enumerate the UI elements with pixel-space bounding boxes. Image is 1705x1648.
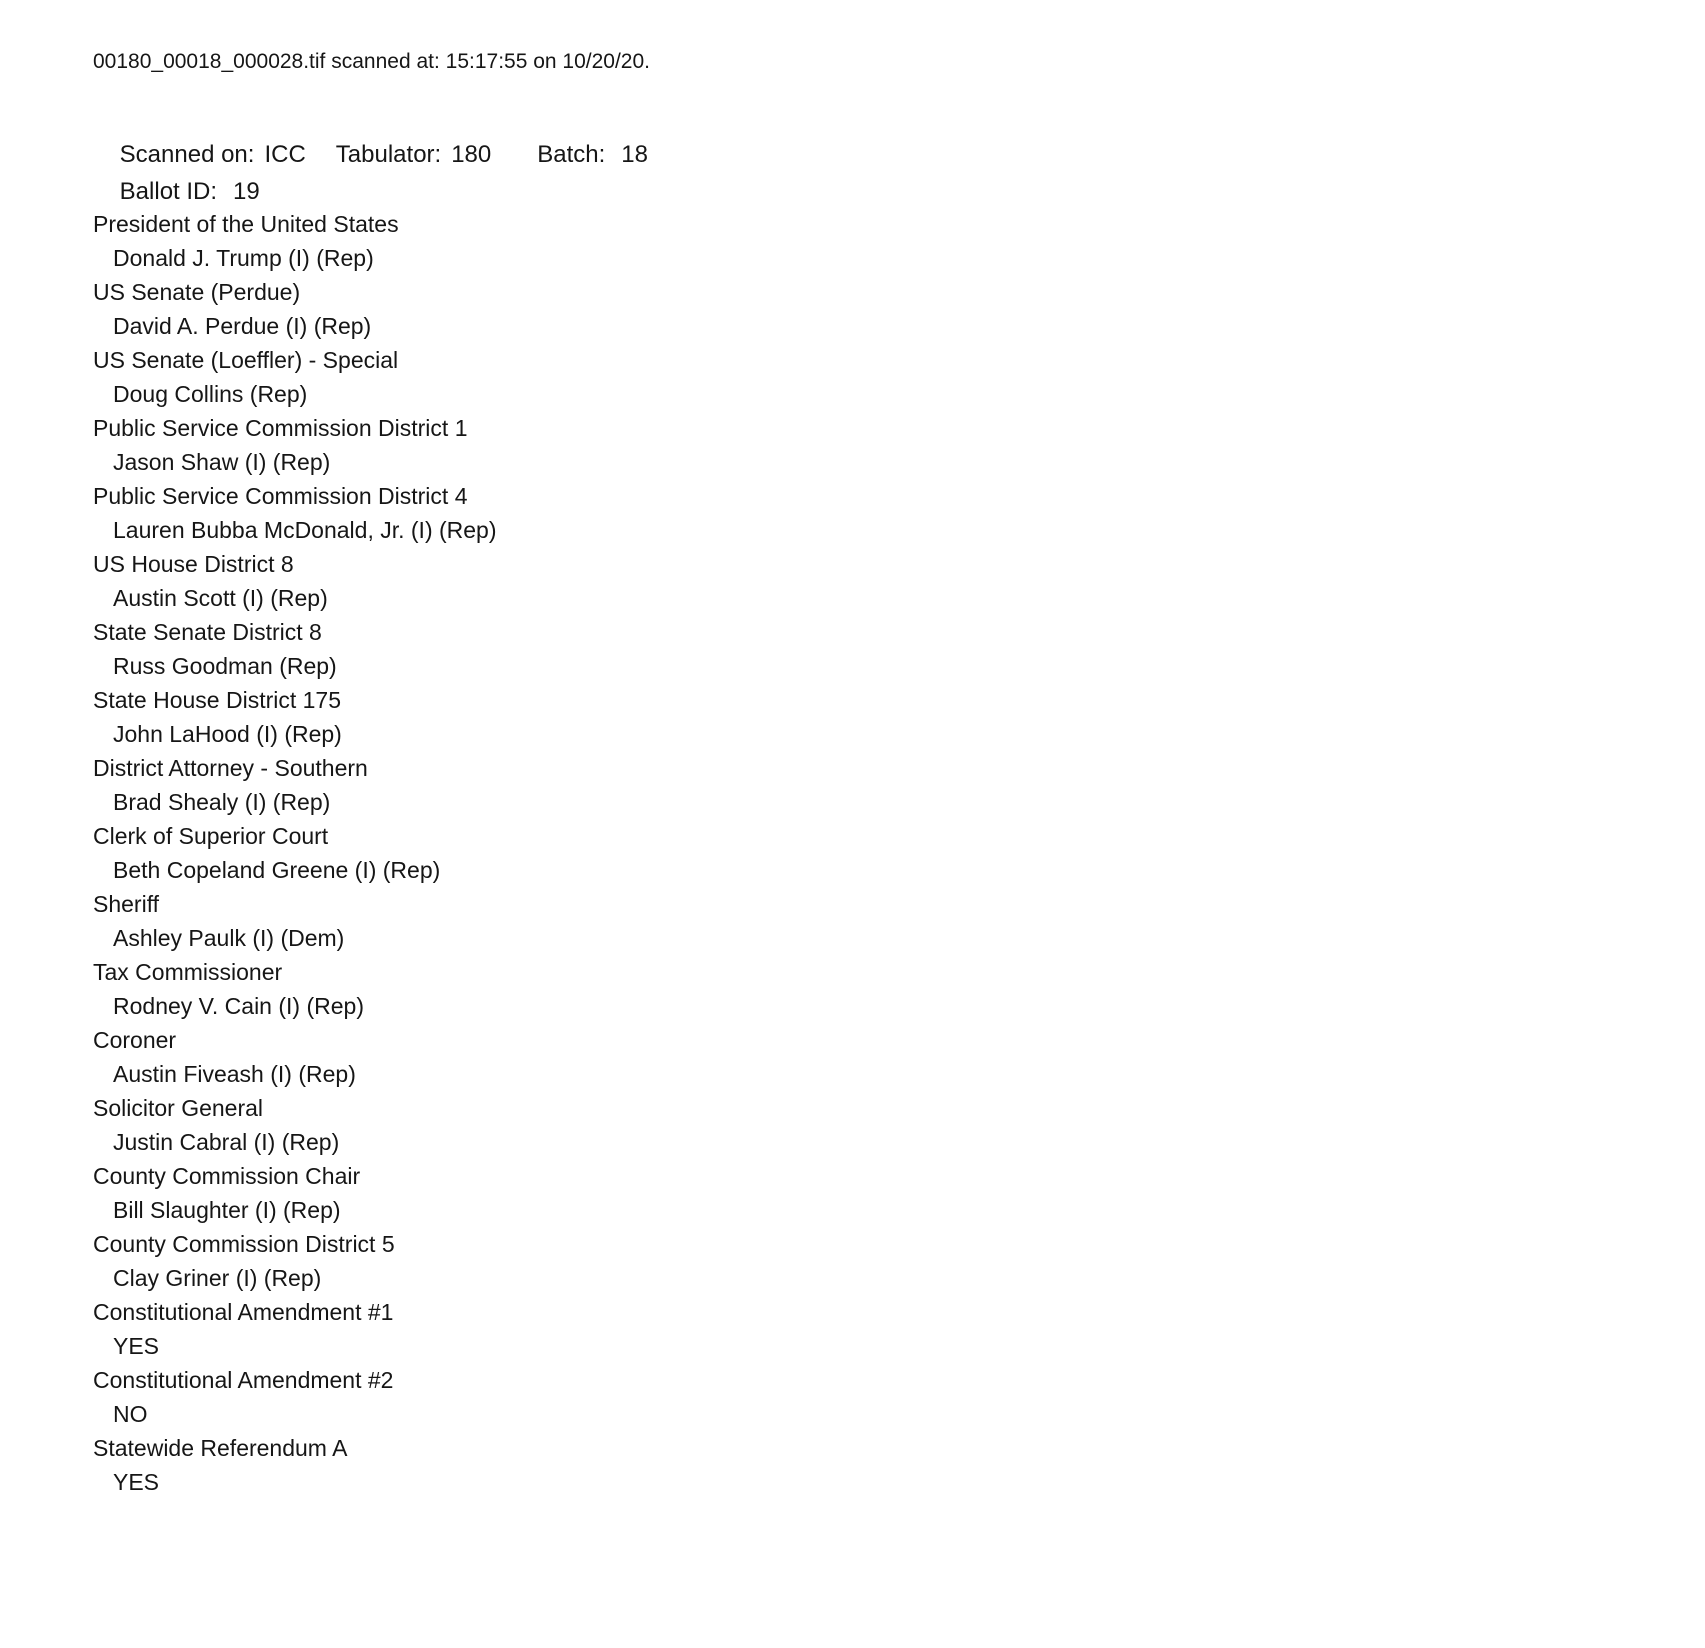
scanned-on-value: ICC	[264, 141, 306, 168]
contest-selection: Beth Copeland Greene (I) (Rep)	[113, 857, 441, 883]
contest-office: President of the United States	[93, 211, 399, 237]
contest-selection: Doug Collins (Rep)	[113, 381, 308, 407]
contest-office: Sheriff	[93, 891, 160, 917]
tabulator-value: 180	[451, 141, 492, 168]
filename-line: 00180_00018_000028.tif scanned at: 15:17:55 on 10/20/20.	[93, 50, 650, 73]
contest-selection: Jason Shaw (I) (Rep)	[113, 449, 331, 475]
contest-selection: YES	[113, 1469, 160, 1495]
ballot-id-value: 19	[233, 178, 260, 205]
contest-selection: Brad Shealy (I) (Rep)	[113, 789, 331, 815]
contest-selection: Russ Goodman (Rep)	[113, 653, 337, 679]
contest-office: State Senate District 8	[93, 619, 322, 645]
contest-selection: Donald J. Trump (I) (Rep)	[113, 245, 374, 271]
contest-office: County Commission Chair	[93, 1163, 361, 1189]
tabulator-label: Tabulator:	[335, 141, 442, 168]
contest-office: State House District 175	[93, 687, 342, 713]
contest-list	[93, 207, 497, 1499]
scanned-on-label: Scanned on:	[119, 141, 255, 168]
contest-office: Coroner	[93, 1027, 177, 1053]
contest-office: Constitutional Amendment #2	[93, 1367, 394, 1393]
ballot-id-label: Ballot ID:	[119, 178, 218, 205]
contest-selection: Lauren Bubba McDonald, Jr. (I) (Rep)	[113, 517, 497, 543]
contest-office: District Attorney - Southern	[93, 755, 368, 781]
contest-office: Public Service Commission District 4	[93, 483, 468, 509]
contest-selection: Bill Slaughter (I) (Rep)	[113, 1197, 341, 1223]
contest-selection: Justin Cabral (I) (Rep)	[113, 1129, 340, 1155]
contest-selection: Rodney V. Cain (I) (Rep)	[113, 993, 364, 1019]
contest-selection: Austin Scott (I) (Rep)	[113, 585, 328, 611]
contest-office: US Senate (Perdue)	[93, 279, 301, 305]
contest-selection: NO	[113, 1401, 148, 1427]
contest-selection: Clay Griner (I) (Rep)	[113, 1265, 322, 1291]
contest-office: Statewide Referendum A	[93, 1435, 348, 1461]
contest-selection: Ashley Paulk (I) (Dem)	[113, 925, 345, 951]
contest-office: Clerk of Superior Court	[93, 823, 329, 849]
contest-office: Constitutional Amendment #1	[93, 1299, 394, 1325]
contest-office: US Senate (Loeffler) - Special	[93, 347, 399, 373]
batch-label: Batch:	[537, 141, 606, 168]
contest-office: Tax Commissioner	[93, 959, 283, 985]
contest-selection: John LaHood (I) (Rep)	[113, 721, 342, 747]
contest-office: Public Service Commission District 1	[93, 415, 468, 441]
contest-selection: Austin Fiveash (I) (Rep)	[113, 1061, 356, 1087]
batch-value: 18	[621, 141, 648, 168]
contest-selection: YES	[113, 1333, 160, 1359]
contest-office: US House District 8	[93, 551, 294, 577]
contest-office: Solicitor General	[93, 1095, 264, 1121]
contest-selection: David A. Perdue (I) (Rep)	[113, 313, 372, 339]
contest-office: County Commission District 5	[93, 1231, 395, 1257]
